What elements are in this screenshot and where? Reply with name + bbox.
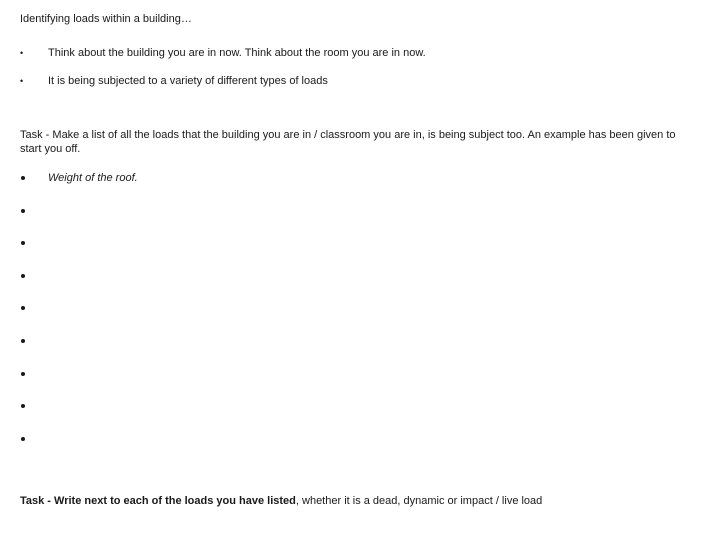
load-answer-item[interactable] bbox=[20, 269, 138, 302]
intro-bullet-text: Think about the building you are in now. Think about the room you are in now. bbox=[48, 47, 426, 59]
bullet-dot-icon bbox=[21, 437, 25, 441]
load-answer-item[interactable] bbox=[20, 367, 138, 400]
task-label: Task bbox=[20, 129, 43, 141]
load-answer-item[interactable] bbox=[20, 399, 138, 432]
bullet-icon: • bbox=[20, 48, 24, 58]
load-answer-item[interactable] bbox=[20, 432, 138, 465]
bullet-dot-icon bbox=[21, 176, 25, 180]
task-instruction-list bbox=[20, 128, 690, 156]
bullet-dot-icon bbox=[21, 404, 25, 408]
task-classification-instruction bbox=[20, 494, 542, 508]
load-answer-text: Weight of the roof. bbox=[48, 172, 138, 184]
bullet-dot-icon bbox=[21, 274, 25, 278]
intro-bullet-item bbox=[20, 46, 426, 60]
intro-bullet-item bbox=[20, 74, 426, 88]
task-text: - Make a list of all the loads that the building you are in / classroom you are in, is being subject too. An example has been given to start you off. bbox=[20, 129, 676, 155]
load-answer-item[interactable] bbox=[20, 204, 138, 237]
load-answer-item[interactable] bbox=[20, 301, 138, 334]
bullet-dot-icon bbox=[21, 241, 25, 245]
bullet-dot-icon bbox=[21, 306, 25, 310]
load-answer-item[interactable] bbox=[20, 236, 138, 269]
load-answer-list bbox=[20, 171, 138, 464]
task2-bold-text: Task - Write next to each of the loads you have listed bbox=[20, 495, 296, 507]
load-answer-item[interactable] bbox=[20, 334, 138, 367]
bullet-dot-icon bbox=[21, 339, 25, 343]
intro-bullet-text: It is being subjected to a variety of different types of loads bbox=[48, 75, 328, 87]
bullet-icon: • bbox=[20, 76, 24, 86]
bullet-dot-icon bbox=[21, 209, 25, 213]
intro-bullet-list bbox=[20, 46, 426, 102]
task2-rest-text: , whether it is a dead, dynamic or impact / live load bbox=[295, 495, 543, 507]
load-answer-item[interactable] bbox=[20, 171, 138, 204]
page-heading: Identifying loads within a building… bbox=[20, 13, 192, 25]
bullet-dot-icon bbox=[21, 372, 25, 376]
